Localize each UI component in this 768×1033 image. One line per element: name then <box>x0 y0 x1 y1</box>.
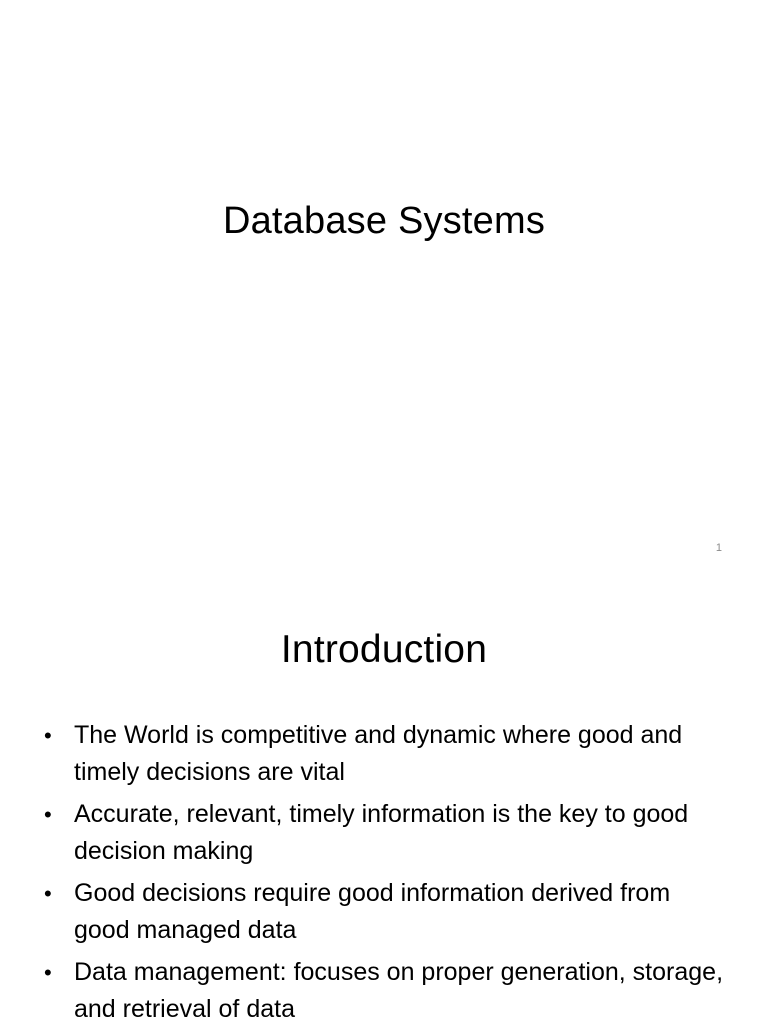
bullet-icon: • <box>44 723 52 748</box>
bullet-item <box>40 796 730 870</box>
bullet-icon: • <box>44 802 52 827</box>
slide-2 <box>0 576 768 1024</box>
bullet-text: Accurate, relevant, timely information is the key to good decision making <box>74 800 689 865</box>
bullet-item <box>40 954 730 1028</box>
bullet-text: The World is competitive and dynamic where good and timely decisions are vital <box>74 721 683 786</box>
bullet-text: Data management: focuses on proper generation, storage, and retrieval of data <box>74 958 724 1023</box>
bullet-item <box>40 875 730 949</box>
slide-title: Introduction <box>280 628 488 671</box>
bullet-item <box>40 717 730 791</box>
bullet-icon: • <box>44 960 52 985</box>
bullet-list <box>40 717 730 1033</box>
bullet-text: Good decisions require good information derived from good managed data <box>74 879 671 944</box>
slide-title: Database Systems <box>222 200 546 242</box>
page-number: 1 <box>715 542 722 554</box>
bullet-icon: • <box>44 881 52 906</box>
